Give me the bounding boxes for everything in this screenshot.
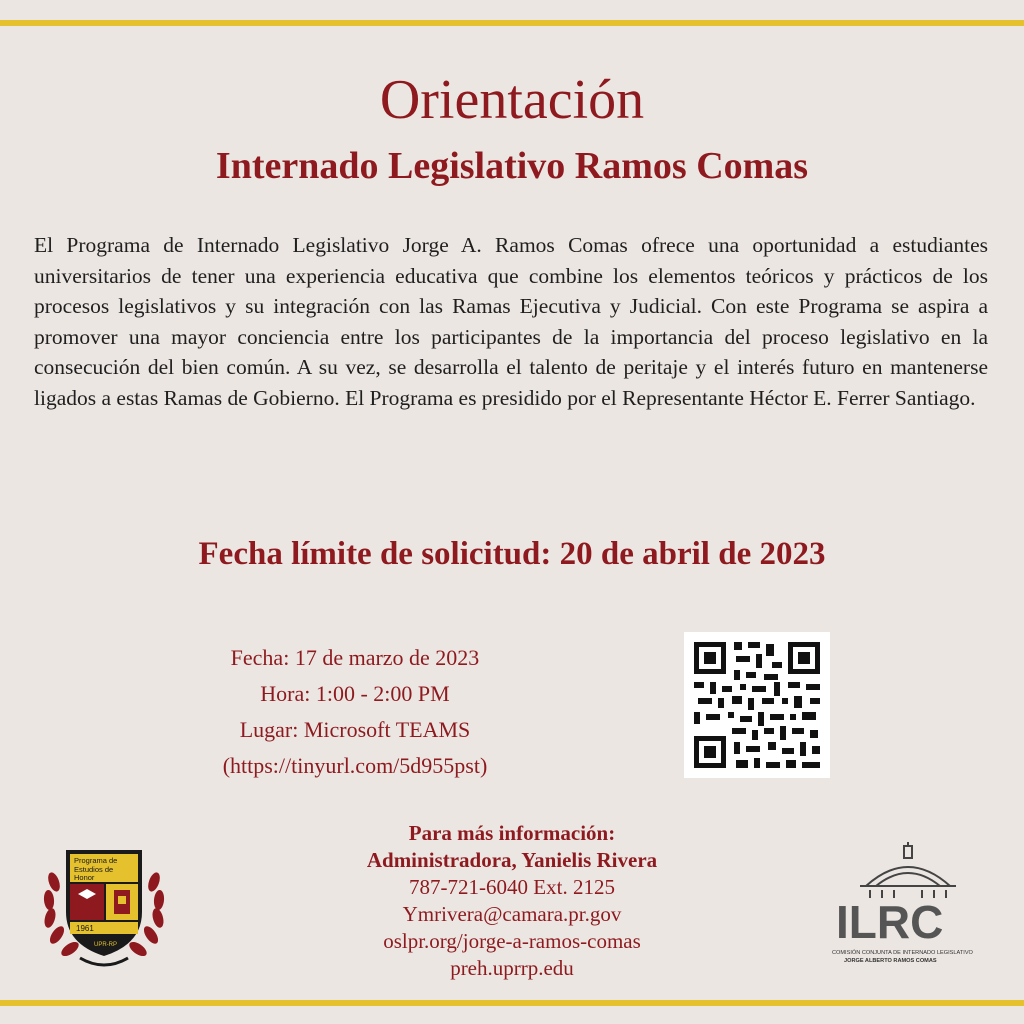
ilrc-acronym: ILRC (836, 896, 944, 948)
event-details (190, 640, 520, 784)
ilrc-line1: COMISIÓN CONJUNTA DE INTERNADO LEGISLATIVO (832, 950, 973, 956)
contact-info (300, 820, 724, 982)
event-time: Hora: 1:00 - 2:00 PM (260, 681, 450, 706)
honors-logo-year: 1961 (76, 924, 94, 933)
page-title: Orientación (379, 69, 645, 131)
ilrc-logo (830, 842, 988, 968)
event-link[interactable]: (https://tinyurl.com/5d955pst) (222, 753, 488, 778)
page-subtitle: Internado Legislativo Ramos Comas (215, 145, 809, 187)
contact-email[interactable]: Ymrivera@camara.pr.gov (402, 902, 622, 926)
application-deadline: Fecha límite de solicitud: 20 de abril de 2023 (198, 536, 826, 572)
contact-website-preh[interactable]: preh.uprrp.edu (450, 956, 574, 980)
honors-program-logo (40, 832, 168, 972)
honors-logo-line1: Programa de (74, 856, 118, 865)
contact-admin: Administradora, Yanielis Rivera (366, 848, 658, 872)
honors-logo-line2: Estudios de (74, 865, 114, 874)
contact-heading: Para más información: (408, 821, 616, 845)
qr-code-icon[interactable] (684, 632, 830, 778)
ilrc-line2: JORGE ALBERTO RAMOS COMAS (844, 958, 937, 964)
program-description: El Programa de Internado Legislativo Jorge A. Ramos Comas ofrece una oportunidad a estudiantes universitarios de tener una experiencia educativa que combine los elementos teóricos y prácticos de los procesos legislativos y su integración con las Ramas Ejecutiva y Judicial. Con este Programa se aspira a promover una mayor conciencia entre los participantes de la importancia del proceso legislativo en la consecución del bien común. A su vez, se desarrolla el talento de peritaje y el interés futuro en mantenerse ligados a estas Ramas de Gobierno. El Programa es presidido por el Representante Héctor E. Ferrer Santiago. (34, 233, 988, 410)
honors-logo-motto: UPR-RP (94, 942, 118, 948)
contact-website-oslpr[interactable]: oslpr.org/jorge-a-ramos-comas (383, 929, 641, 953)
event-location: Lugar: Microsoft TEAMS (239, 717, 471, 742)
top-gold-border (0, 20, 1024, 26)
event-date: Fecha: 17 de marzo de 2023 (230, 645, 480, 670)
contact-phone: 787-721-6040 Ext. 2125 (409, 875, 615, 899)
honors-logo-line3: Honor (74, 873, 95, 882)
bottom-gold-border (0, 1000, 1024, 1006)
